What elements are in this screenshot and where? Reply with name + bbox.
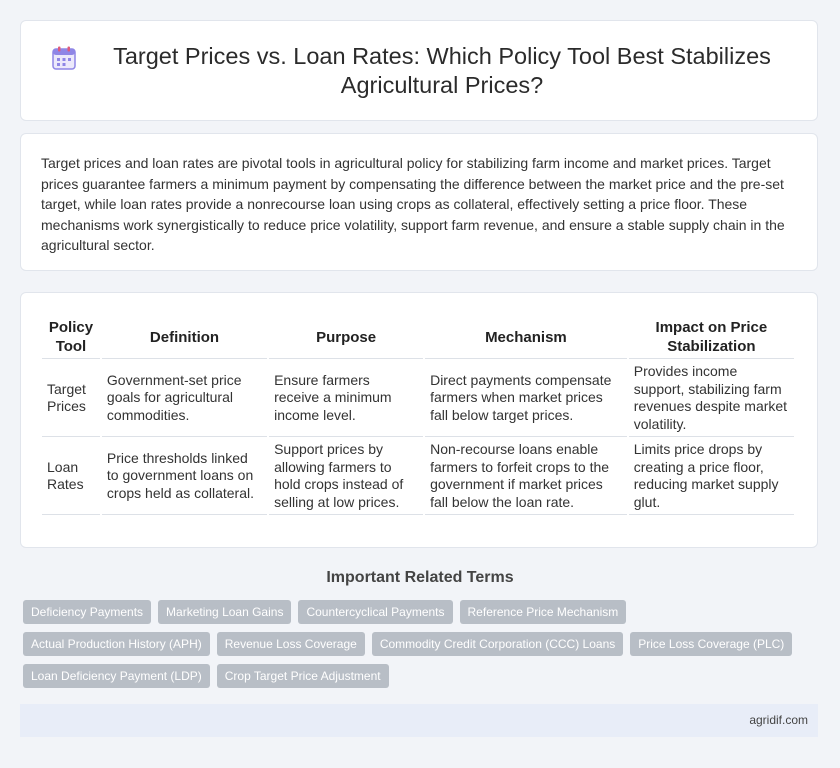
title-wrap [21,42,817,100]
related-term-tag[interactable]: Countercyclical Payments [298,600,452,624]
related-term-tag[interactable]: Actual Production History (APH) [23,632,210,656]
page-title: Target Prices vs. Loan Rates: Which Policy Tool Best Stabilizes Agricultural Prices? [113,42,771,98]
header-definition: Definition [102,315,267,359]
related-term-tag[interactable]: Reference Price Mechanism [460,600,627,624]
table-row [42,437,794,515]
table-header-row [42,315,794,359]
related-term-tag[interactable]: Crop Target Price Adjustment [217,664,389,688]
related-terms-title: Important Related Terms [326,569,514,586]
header-impact: Impact on Price Stabilization [629,315,794,359]
cell-policy-tool: Loan Rates [42,437,100,515]
title-card [20,20,818,121]
cell-purpose: Ensure farmers receive a minimum income level. [269,359,423,437]
intro-text: Target prices and loan rates are pivotal tools in agricultural policy for stabilizing farm income and market prices. Target prices guarantee farmers a minimum payment by compensating the difference between the market price and the pre-set target, while loan rates provide a nonrecourse loan using crops as collateral, effectively setting a price floor. These mechanisms work synergistically to reduce price volatility, support farm revenue, and ensure a stable supply chain in the agricultural sector. [41,155,785,253]
calendar-icon [51,45,77,71]
header-purpose: Purpose [269,315,423,359]
intro-card [20,133,818,271]
footer [20,704,818,737]
cell-mechanism: Direct payments compensate farmers when market prices fall below target prices. [425,359,627,437]
table-row [42,359,794,437]
cell-mechanism: Non-recourse loans enable farmers to forfeit crops to the government if market prices fall below the loan rate. [425,437,627,515]
related-term-tag[interactable]: Revenue Loss Coverage [217,632,365,656]
comparison-table [40,315,796,515]
header-policy-tool: Policy Tool [42,315,100,359]
cell-policy-tool: Target Prices [42,359,100,437]
table-card [20,292,818,548]
cell-impact: Limits price drops by creating a price floor, reducing market supply glut. [629,437,794,515]
footer-site-link[interactable]: agridif.com [749,713,808,727]
cell-impact: Provides income support, stabilizing farm revenues despite market volatility. [629,359,794,437]
cell-definition: Government-set price goals for agricultural commodities. [102,359,267,437]
related-terms-list [23,600,823,696]
related-term-tag[interactable]: Marketing Loan Gains [158,600,291,624]
cell-definition: Price thresholds linked to government loans on crops held as collateral. [102,437,267,515]
cell-purpose: Support prices by allowing farmers to hold crops instead of selling at low prices. [269,437,423,515]
header-mechanism: Mechanism [425,315,627,359]
related-term-tag[interactable]: Commodity Credit Corporation (CCC) Loans [372,632,623,656]
related-term-tag[interactable]: Deficiency Payments [23,600,151,624]
related-term-tag[interactable]: Price Loss Coverage (PLC) [630,632,792,656]
related-term-tag[interactable]: Loan Deficiency Payment (LDP) [23,664,210,688]
